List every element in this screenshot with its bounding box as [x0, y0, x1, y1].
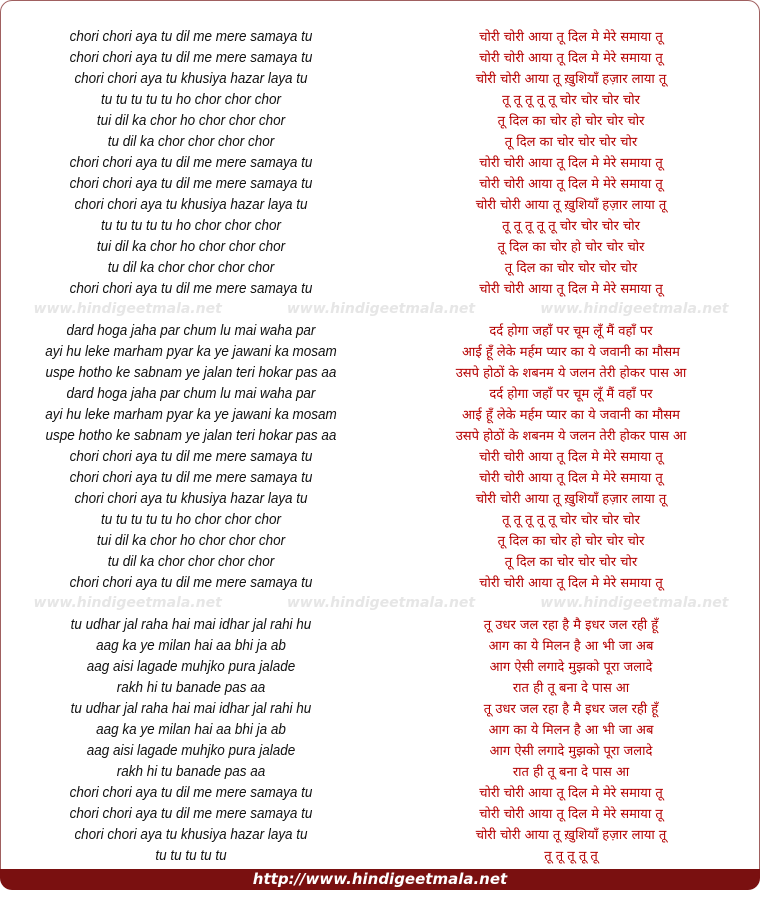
roman-lyric-line: tui dil ka chor ho chor chor chor — [96, 533, 286, 549]
roman-lyric-line: rakh hi tu banade pas aa — [116, 680, 266, 696]
hindi-lyric-line: तू तू तू तू तू चोर चोर चोर चोर — [502, 93, 640, 108]
roman-lyric-line: tu dil ka chor chor chor chor — [107, 554, 275, 570]
hindi-lyric-line: चोरी चोरी आया तू ख़ुशियाँ हज़ार लाया तू — [475, 492, 667, 507]
watermark-text: www.hindigeetmala.net — [286, 301, 476, 317]
roman-lyric-line: chori chori aya tu dil me mere samaya tu — [69, 281, 313, 297]
roman-lyric-line: aag aisi lagade muhjko pura jalade — [86, 743, 296, 759]
roman-lyric-line: chori chori aya tu dil me mere samaya tu — [69, 470, 313, 486]
roman-lyric-line: chori chori aya tu dil me mere samaya tu — [69, 575, 313, 591]
hindi-lyric-line: चोरी चोरी आया तू ख़ुशियाँ हज़ार लाया तू — [475, 828, 667, 843]
hindi-lyric-line: रात ही तू बना दे पास आ — [512, 681, 630, 696]
hindi-lyric-line: आग का ये मिलन है आ भी जा अब — [488, 723, 654, 738]
hindi-lyric-line: चोरी चोरी आया तू दिल मे मेरे समाया तू — [479, 51, 663, 66]
hindi-lyric-line: तू दिल का चोर चोर चोर चोर — [504, 135, 638, 150]
hindi-lyric-line: तू तू तू तू तू चोर चोर चोर चोर — [502, 513, 640, 528]
watermark-text: www.hindigeetmala.net — [33, 301, 222, 317]
roman-lyric-line: dard hoga jaha par chum lu mai waha par — [66, 323, 316, 339]
roman-lyric-line: chori chori aya tu khusiya hazar laya tu — [74, 491, 308, 507]
hindi-lyric-line: चोरी चोरी आया तू दिल मे मेरे समाया तू — [479, 177, 663, 192]
hindi-lyric-line: आग ऐसी लगादे मुझको पूरा जलादे — [489, 660, 653, 675]
watermark-text: www.hindigeetmala.net — [540, 301, 729, 317]
roman-lyric-line: tu tu tu tu tu ho chor chor chor — [101, 92, 281, 108]
hindi-lyric-line: दर्द होगा जहाँ पर चूम लूँ मैं वहाँ पर — [489, 387, 653, 402]
roman-lyric-line: chori chori aya tu khusiya hazar laya tu — [74, 827, 308, 843]
hindi-lyric-line: तू उधर जल रहा है मै इधर जल रही हूँ — [483, 702, 659, 717]
hindi-lyric-line: चोरी चोरी आया तू ख़ुशियाँ हज़ार लाया तू — [475, 72, 667, 87]
roman-lyric-line: chori chori aya tu dil me mere samaya tu — [69, 785, 313, 801]
hindi-lyric-line: तू तू तू तू तू चोर चोर चोर चोर — [502, 219, 640, 234]
roman-lyric-line: uspe hotho ke sabnam ye jalan teri hokar pas aa — [45, 428, 337, 444]
roman-lyric-line: chori chori aya tu dil me mere samaya tu — [69, 50, 313, 66]
hindi-lyric-line: चोरी चोरी आया तू दिल मे मेरे समाया तू — [479, 471, 663, 486]
watermark-text: www.hindigeetmala.net — [540, 595, 729, 611]
roman-lyric-line: tu tu tu tu tu ho chor chor chor — [101, 218, 281, 234]
roman-lyric-line: aag ka ye milan hai aa bhi ja ab — [96, 638, 286, 654]
roman-lyric-line: tu udhar jal raha hai mai idhar jal rahi hu — [70, 617, 312, 633]
hindi-lyric-line: तू तू तू तू तू — [544, 849, 598, 864]
roman-lyric-line: tu dil ka chor chor chor chor — [107, 134, 275, 150]
hindi-lyric-line: आग ऐसी लगादे मुझको पूरा जलादे — [489, 744, 653, 759]
roman-lyric-line: chori chori aya tu dil me mere samaya tu — [69, 155, 313, 171]
hindi-lyric-line: उसपे होठों के शबनम ये जलन तेरी होकर पास आ — [455, 366, 687, 381]
roman-lyric-line: tui dil ka chor ho chor chor chor — [96, 239, 286, 255]
roman-lyric-line: tui dil ka chor ho chor chor chor — [96, 113, 286, 129]
watermark-text: www.hindigeetmala.net — [286, 595, 476, 611]
hindi-lyric-line: तू दिल का चोर चोर चोर चोर — [504, 555, 638, 570]
hindi-lyric-line: चोरी चोरी आया तू दिल मे मेरे समाया तू — [479, 807, 663, 822]
hindi-lyric-line: चोरी चोरी आया तू ख़ुशियाँ हज़ार लाया तू — [475, 198, 667, 213]
stanza-gap — [381, 594, 760, 615]
roman-lyric-line: chori chori aya tu khusiya hazar laya tu — [74, 197, 308, 213]
hindi-lyric-line: तू दिल का चोर हो चोर चोर चोर — [497, 534, 645, 549]
roman-lyric-line: ayi hu leke marham pyar ka ye jawani ka mosam — [45, 344, 337, 360]
hindi-lyric-line: तू दिल का चोर हो चोर चोर चोर — [497, 240, 645, 255]
roman-lyric-line: chori chori aya tu khusiya hazar laya tu — [74, 71, 308, 87]
stanza-gap — [14, 300, 367, 321]
hindi-lyric-line: दर्द होगा जहाँ पर चूम लूँ मैं वहाँ पर — [489, 324, 653, 339]
roman-lyric-line: ayi hu leke marham pyar ka ye jawani ka mosam — [45, 407, 337, 423]
watermark-text: www.hindigeetmala.net — [33, 595, 222, 611]
hindi-lyric-line: चोरी चोरी आया तू दिल मे मेरे समाया तू — [479, 156, 663, 171]
site-url-footer[interactable]: http://www.hindigeetmala.net — [0, 869, 760, 890]
roman-lyric-line: tu dil ka chor chor chor chor — [107, 260, 275, 276]
hindi-lyric-line: तू दिल का चोर हो चोर चोर चोर — [497, 114, 645, 129]
roman-lyric-line: tu tu tu tu tu — [155, 848, 227, 864]
roman-lyric-line: aag aisi lagade muhjko pura jalade — [86, 659, 296, 675]
roman-lyric-line: chori chori aya tu dil me mere samaya tu — [69, 29, 313, 45]
hindi-lyric-line: आग का ये मिलन है आ भी जा अब — [488, 639, 654, 654]
roman-lyric-line: tu tu tu tu tu ho chor chor chor — [101, 512, 281, 528]
stanza-gap — [14, 594, 367, 615]
roman-lyric-line: chori chori aya tu dil me mere samaya tu — [69, 806, 313, 822]
roman-lyric-line: chori chori aya tu dil me mere samaya tu — [69, 176, 313, 192]
hindi-lyric-line: तू उधर जल रहा है मै इधर जल रही हूँ — [483, 618, 659, 633]
hindi-lyric-line: चोरी चोरी आया तू दिल मे मेरे समाया तू — [479, 450, 663, 465]
roman-lyric-line: dard hoga jaha par chum lu mai waha par — [66, 386, 316, 402]
roman-lyric-line: chori chori aya tu dil me mere samaya tu — [69, 449, 313, 465]
hindi-lyric-line: तू दिल का चोर चोर चोर चोर — [504, 261, 638, 276]
hindi-lyric-line: चोरी चोरी आया तू दिल मे मेरे समाया तू — [479, 786, 663, 801]
roman-lyrics-column — [1, 27, 381, 867]
hindi-lyric-line: उसपे होठों के शबनम ये जलन तेरी होकर पास आ — [455, 429, 687, 444]
roman-lyric-line: uspe hotho ke sabnam ye jalan teri hokar pas aa — [45, 365, 337, 381]
hindi-lyric-line: चोरी चोरी आया तू दिल मे मेरे समाया तू — [479, 282, 663, 297]
hindi-lyric-line: आई हूँ लेके मर्हम प्यार का ये जवानी का मौसम — [462, 408, 680, 423]
stanza-gap — [381, 300, 760, 321]
roman-lyric-line: rakh hi tu banade pas aa — [116, 764, 266, 780]
hindi-lyrics-column — [381, 27, 760, 867]
hindi-lyric-line: रात ही तू बना दे पास आ — [512, 765, 630, 780]
hindi-lyric-line: चोरी चोरी आया तू दिल मे मेरे समाया तू — [479, 576, 663, 591]
roman-lyric-line: aag ka ye milan hai aa bhi ja ab — [96, 722, 286, 738]
hindi-lyric-line: चोरी चोरी आया तू दिल मे मेरे समाया तू — [479, 30, 663, 45]
roman-lyric-line: tu udhar jal raha hai mai idhar jal rahi hu — [70, 701, 312, 717]
hindi-lyric-line: आई हूँ लेके मर्हम प्यार का ये जवानी का मौसम — [462, 345, 680, 360]
